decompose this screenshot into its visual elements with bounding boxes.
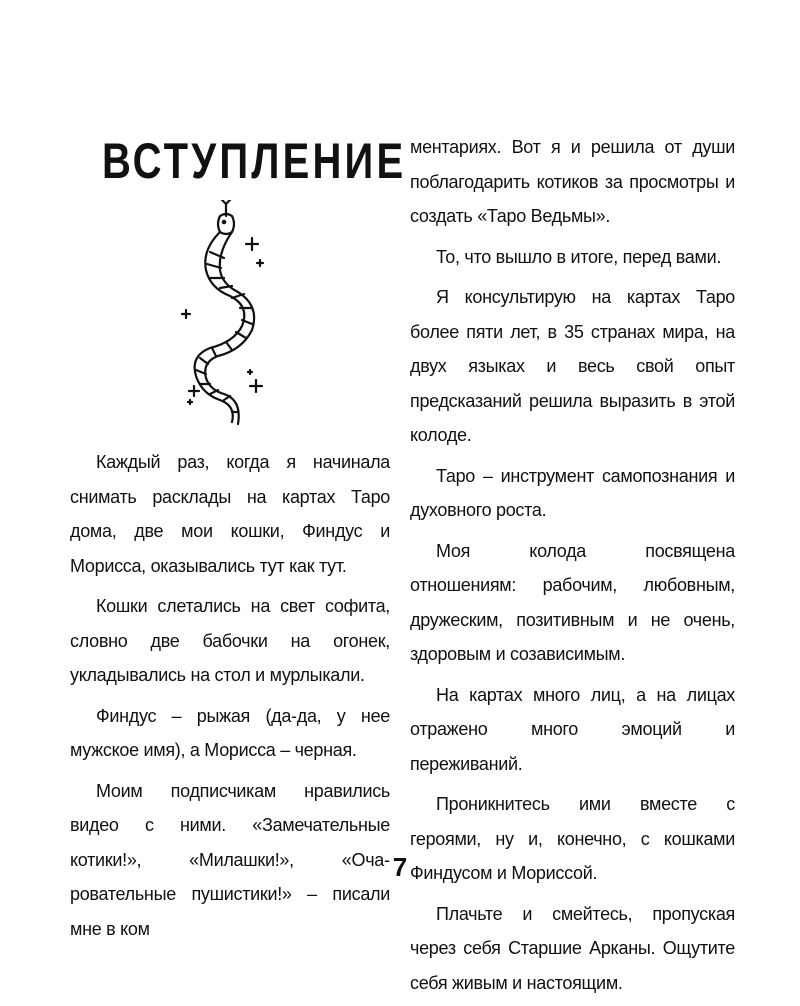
paragraph: Проникнитесь ими вместе с героями, ну и, конечно, с кошками Финдусом и Мориссой. bbox=[410, 794, 735, 883]
paragraph: ментариях. Вот я и решила от души поблагодарить котиков за просмотры и создать «Таро Ведьмы». bbox=[410, 137, 735, 226]
paragraph: Таро – инструмент самопознания и духовного роста. bbox=[410, 465, 735, 520]
paragraph: Финдус – рыжая (да-да, у нее мужское имя), а Морисса – черная. bbox=[70, 705, 390, 760]
paragraph: Каждый раз, когда я начинала снимать расклады на картах Таро дома, две мои кошки, Финдус и Морисса, оказывались тут как тут. bbox=[70, 452, 390, 576]
paragraph: Я консультирую на картах Таро более пяти лет, в 35 странах мира, на двух языках и весь свой опыт предсказаний решила выразить в этой колоде. bbox=[410, 287, 735, 445]
paragraph: Моим подписчикам нравились видео с ними. «Замечательные котики!», «Милашки!», «Очаровательные пушистики!» – писали мне в ком bbox=[70, 780, 390, 939]
snake-with-stars-icon bbox=[180, 200, 270, 430]
paragraph: На картах много лиц, а на лицах отражено много эмоций и переживаний. bbox=[410, 684, 735, 774]
paragraph: Плачьте и смейтесь, пропуская через себя Старшие Арканы. Ощутите себя живым и настоящим. bbox=[410, 903, 735, 993]
snake-illustration bbox=[180, 200, 270, 430]
paragraph: Моя колода посвящена отношениям: рабочим, любовным, дружеским, позитивным и не очень, здоровым и созависимым. bbox=[410, 540, 735, 664]
page-number: 7 bbox=[392, 852, 408, 882]
paragraph: То, что вышло в итоге, перед вами. bbox=[436, 246, 722, 267]
chapter-title: ВСТУПЛЕНИЕ bbox=[102, 133, 407, 189]
paragraph: Кошки слетались на свет софита, словно две бабочки на огонек, укладывались на стол и мурлыкали. bbox=[70, 596, 390, 685]
left-column bbox=[70, 100, 407, 939]
